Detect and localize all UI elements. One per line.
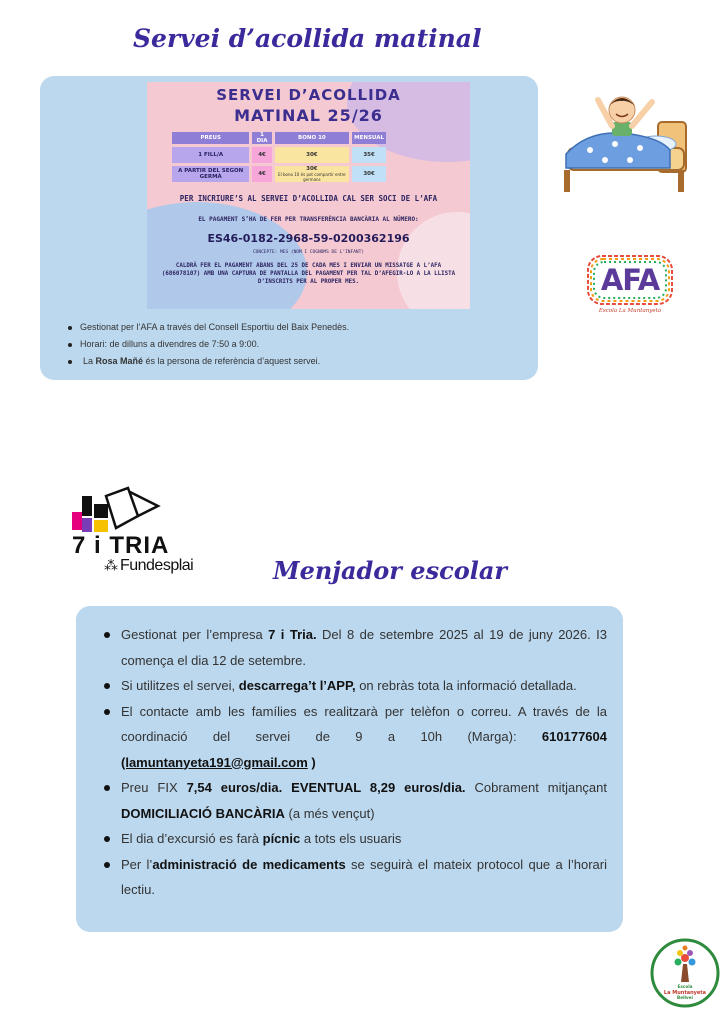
bullet-text: Per l’	[121, 856, 153, 872]
company-sub	[104, 557, 193, 575]
company-sub-text: Fundesplai	[119, 557, 194, 574]
bullet-text: a tots els usuaris	[300, 831, 402, 846]
picnic-text: pícnic	[262, 831, 301, 846]
table-cell: 35€	[352, 147, 386, 163]
bullet-text: El dia d’excursió es farà	[121, 831, 263, 846]
acollida-flyer	[147, 82, 470, 309]
section1-title: Servei d’acollida matinal	[133, 24, 482, 53]
bullet-text: Gestionat per l’empresa	[121, 627, 269, 642]
list-item: Gestionat per l’AFA a través del Consell Esportiu del Baix Penedès.	[66, 319, 349, 336]
bullet-text: (a més vençut)	[284, 805, 375, 821]
table-cell: 1 FILL/A	[172, 147, 249, 163]
table-cell	[275, 166, 349, 182]
flyer-title: SERVEI D’ACOLLIDA	[216, 86, 401, 104]
section2-title: Menjador escolar	[273, 556, 508, 585]
table-cell: 30€	[352, 166, 386, 182]
table-cell: A PARTIR DEL SEGON GERMÀ	[172, 166, 249, 182]
list-item: Horari: de dilluns a divendres de 7:50 a 9:00.	[66, 336, 349, 353]
afa-logo-caption: Escola La Muntanyeta	[598, 308, 662, 314]
list-item	[104, 622, 607, 673]
payment-method: DOMICILIACIÓ BANCÀRIA	[121, 805, 285, 821]
price-table	[169, 129, 389, 185]
grapes-icon: ⁂	[104, 557, 116, 573]
flyer-subtitle: MATINAL 25/26	[234, 106, 383, 125]
bullet-text: El contacte amb les famílies es realitzarà per telèfon o correu. A través de la coordinació del servei de 9 a 10h (Marga):	[121, 703, 607, 744]
school-logo-line3: Bellvei	[677, 995, 693, 1000]
list-item	[104, 673, 607, 699]
phone-number: 610177604	[541, 729, 607, 744]
bullet-text: on rebràs tota la informació detallada.	[355, 678, 577, 693]
company-name-bold: 7 i Tria.	[268, 627, 317, 642]
section2-bullets	[104, 622, 607, 903]
flyer-inscription: PER INCRIURE’S AL SERVEI D’ACOLLIDA CAL SER SOCI DE L’AFA	[179, 194, 438, 203]
section1-bullets	[66, 319, 349, 370]
table-row	[172, 166, 386, 182]
bullet-text: La	[83, 356, 96, 366]
school-logo-line2: La Muntanyeta	[663, 990, 707, 996]
flyer-concept: CONCEPTE: MES (NOM I COGNOMS DE L’INFANT)	[252, 250, 365, 255]
school-logo	[650, 938, 720, 1008]
bullet-text: Preu FIX	[121, 780, 187, 795]
price-text: 7,54 euros/dia. EVENTUAL 8,29 euros/dia.	[186, 780, 466, 795]
bono-note: El bono 10 és pot compartir entre germans	[278, 172, 346, 182]
table-header: PREUS	[172, 132, 249, 144]
table-header: BONO 10	[275, 132, 349, 144]
flyer-payment: EL PAGAMENT S’HA DE FER PER TRANSFERÈNCIA BANCÀRIA AL NÚMERO:	[198, 216, 419, 223]
medication-text: administració de medicaments	[152, 856, 346, 872]
bullet-text: se seguirà el mateix protocol que a l’horari lectiu.	[121, 856, 607, 897]
table-row	[172, 147, 386, 163]
bullet-text: és la persona de referència d’aquest servei.	[143, 356, 321, 366]
table-header: MENSUAL	[352, 132, 386, 144]
contact-name: Rosa Mañé	[95, 356, 144, 366]
table-cell: 4€	[252, 166, 271, 182]
download-app-text: descarrega’t l’APP,	[238, 678, 356, 693]
list-item	[104, 852, 607, 903]
bullet-text: Cobrament mitjançant	[465, 780, 607, 795]
flyer-decor	[397, 212, 470, 309]
bono-price: 30€	[306, 166, 318, 172]
flyer-note: CALDRÀ FER EL PAGAMENT ABANS DEL 25 DE CADA MES I ENVIAR UN MISSATGE A L’AFA (686078107) AMB UNA CAPTURA DE PANTALLA DEL PAGAMENT PER TAL D’AFEGIR-LO A LA LLISTA D’INSCRITS PER AL PROPER MES.	[161, 263, 456, 285]
table-cell: 4€	[252, 147, 271, 163]
list-item	[66, 353, 349, 370]
list-item	[104, 699, 607, 776]
company-name: 7 i TRIA	[72, 532, 170, 559]
boy-in-bed-illustration	[560, 88, 692, 196]
bullet-text: )	[307, 754, 316, 770]
bullet-text: Del 8 de setembre 2025 al 19 de juny 2026. I3 comença el dia 12 de setembre.	[121, 627, 608, 668]
list-item	[104, 775, 607, 826]
table-header: 1 DIA	[252, 132, 271, 144]
list-item	[104, 826, 607, 852]
flyer-iban: ES46-0182-2968-59-0200362196	[207, 232, 410, 245]
school-logo-line1: Escola	[677, 984, 693, 989]
email-link[interactable]: (lamuntanyeta191@gmail.com	[121, 754, 308, 770]
bullet-text: Si utilitzes el servei,	[121, 678, 239, 693]
afa-logo-text: AFA	[600, 263, 660, 297]
table-cell: 30€	[275, 147, 349, 163]
price-table-header	[172, 132, 386, 144]
afa-logo	[582, 250, 678, 322]
